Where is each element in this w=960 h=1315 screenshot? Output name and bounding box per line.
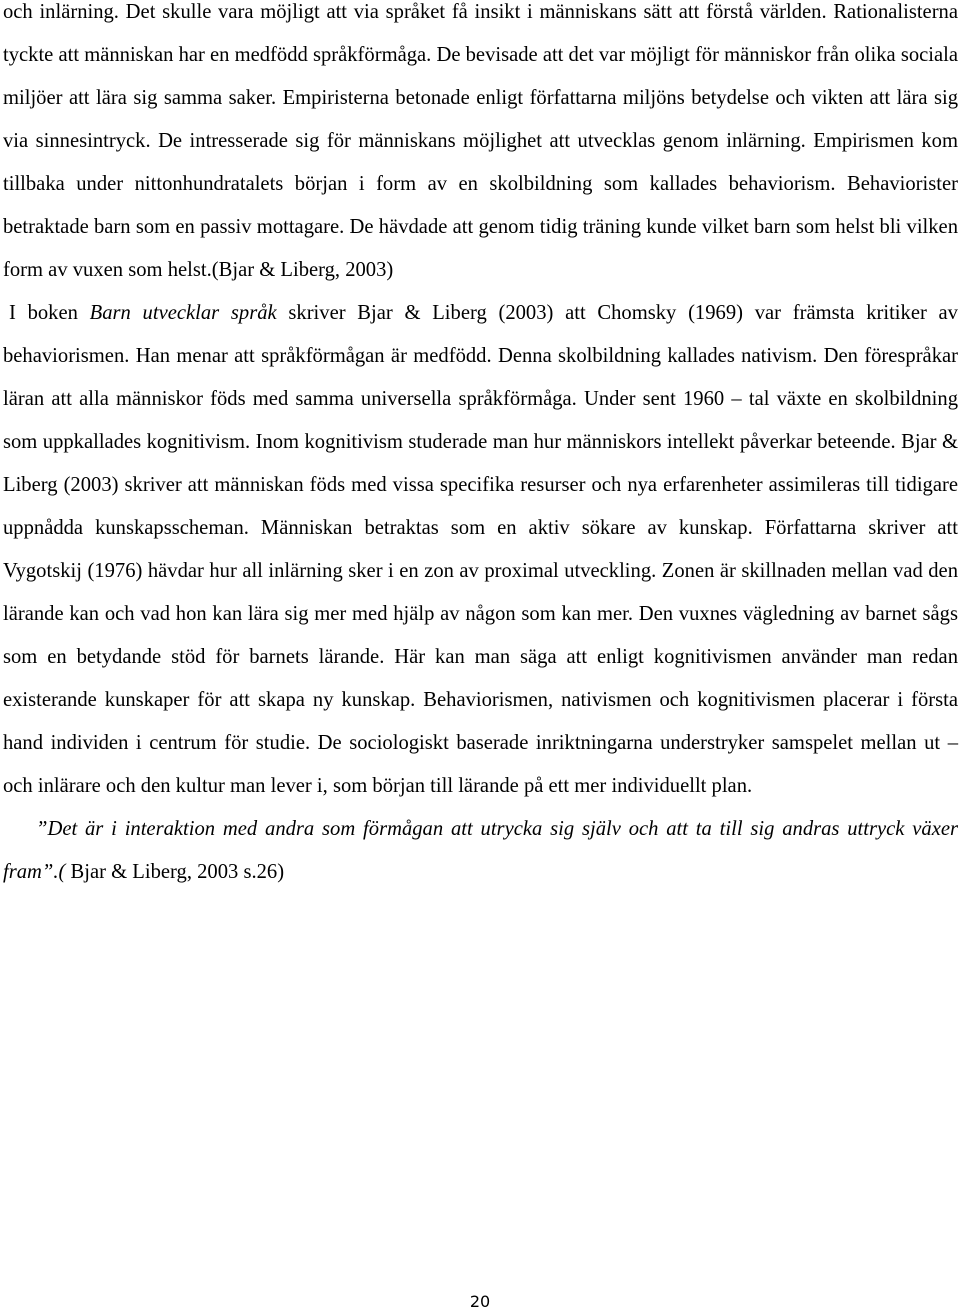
book-title: Barn utvecklar språk [89,302,277,324]
body-paragraph: och inlärning. Det skulle vara möjligt att via språket få insikt i människans sätt att förstå världen. Rationalisterna tyckte att människan har en medfödd språkförmåga. De bevisade att det var möjligt för människor från olika sociala miljöer att lära sig samma saker. Empiristerna betonade enligt författarna miljöns betydelse och vikten att lära sig via sinnesintryck. De intresserade sig för människans möjlighet att utvecklas genom inlärning. Empirismen kom tillbaka under nittonhundratalets början i form av en skolbildning som kallades behaviorism. Behaviorister betraktade barn som en passiv mottagare. De hävdade att genom tidig träning kunde vilket barn som helst bli vilken form av vuxen som helst.(Bjar & Liberg, 2003) [3,1,959,281]
paragraph-text: I boken [9,302,90,324]
page-number: 20 [469,1292,491,1311]
body-paragraph [3,292,958,808]
quote-citation: Bjar & Liberg, 2003 s.26) [65,861,285,883]
block-quote [3,808,958,894]
quote-text: ”Det är i interaktion med andra som förmågan att utrycka sig själv och att ta till sig andras uttryck växer fram”.( [3,818,958,883]
paragraph-text: skriver Bjar & Liberg (2003) att Chomsky (1969) var främsta kritiker av behaviorismen. Han menar att språkförmågan är medfödd. Denna skolbildning kallades nativism. Den förespråkar läran att alla människor föds med samma universella språkförmåga. Under sent 1960 – tal växte en skolbildning som uppkallades kognitivism. Inom kognitivism studerade man hur människors intellekt påverkar beteende. Bjar & Liberg (2003) skriver att människan föds med vissa specifika resurser och nya erfarenheter assimileras till tidigare uppnådda kunskapsscheman. Människan betraktas som en aktiv sökare av kunskap. Författarna skriver att Vygotskij (1976) hävdar hur all inlärning sker i en zon av proximal utveckling. Zonen är skillnaden mellan vad den lärande kan och vad hon kan lära sig mer med hjälp av någon som kan mer. Den vuxnes vägledning av barnet sågs som en betydande stöd för barnets lärande. Här kan man säga att enligt kognitivismen använder man redan existerande kunskaper för att skapa ny kunskap. Behaviorismen, nativismen och kognitivismen placerar i första hand individen i centrum för studie. De sociologiskt baserade inriktningarna understryker samspelet mellan ut – och inlärare och den kultur man lever i, som början till lärande på ett mer individuellt plan. [3,302,958,797]
document-page [3,0,958,894]
